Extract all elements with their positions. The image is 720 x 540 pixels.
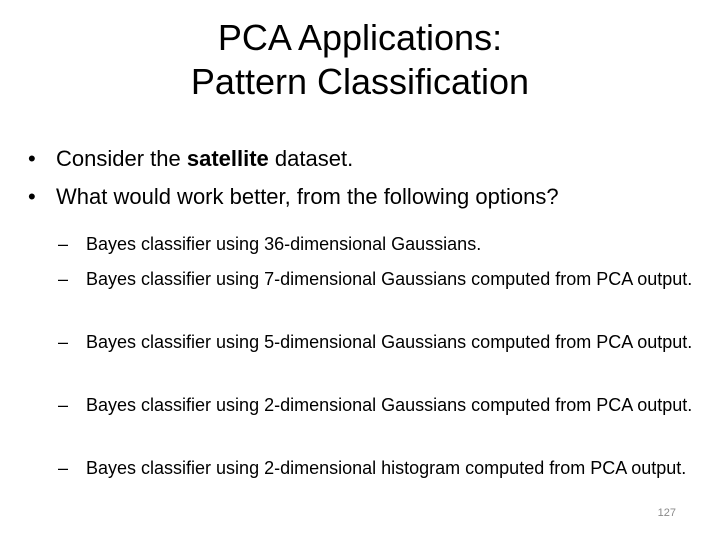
bullet-marker: • bbox=[28, 146, 36, 171]
dash-marker: – bbox=[58, 269, 69, 289]
option-item bbox=[58, 265, 708, 321]
dataset-name: satellite bbox=[186, 146, 269, 171]
bullet-item bbox=[28, 183, 708, 211]
dash-marker: – bbox=[58, 458, 69, 478]
bullet-text: What would work better, from the following options? bbox=[56, 184, 559, 209]
page-number: 127 bbox=[657, 507, 676, 519]
bullet-list bbox=[28, 145, 708, 221]
bullet-text-suffix: dataset. bbox=[268, 146, 354, 171]
option-text: Bayes classifier using 2-dimensional histogram computed from PCA output. bbox=[86, 458, 687, 478]
slide-title-line-2: Pattern Classification bbox=[190, 61, 530, 102]
option-text: Bayes classifier using 2-dimensional Gaussians computed from PCA output. bbox=[86, 395, 693, 415]
slide-title-line-1: PCA Applications: bbox=[217, 17, 503, 58]
bullet-item bbox=[28, 145, 708, 173]
dash-marker: – bbox=[58, 234, 69, 254]
option-item bbox=[58, 454, 708, 510]
dash-marker: – bbox=[58, 395, 69, 415]
dash-marker: – bbox=[58, 332, 69, 352]
option-text: Bayes classifier using 36-dimensional Gaussians. bbox=[86, 234, 482, 254]
option-list bbox=[58, 230, 708, 517]
bullet-marker: • bbox=[28, 184, 36, 209]
option-text: Bayes classifier using 7-dimensional Gaussians computed from PCA output. bbox=[86, 269, 693, 289]
bullet-text-prefix: Consider the bbox=[56, 146, 187, 171]
option-text: Bayes classifier using 5-dimensional Gaussians computed from PCA output. bbox=[86, 332, 693, 352]
option-item bbox=[58, 328, 708, 384]
slide-title bbox=[0, 16, 720, 104]
option-item bbox=[58, 391, 708, 447]
option-item bbox=[58, 230, 708, 258]
